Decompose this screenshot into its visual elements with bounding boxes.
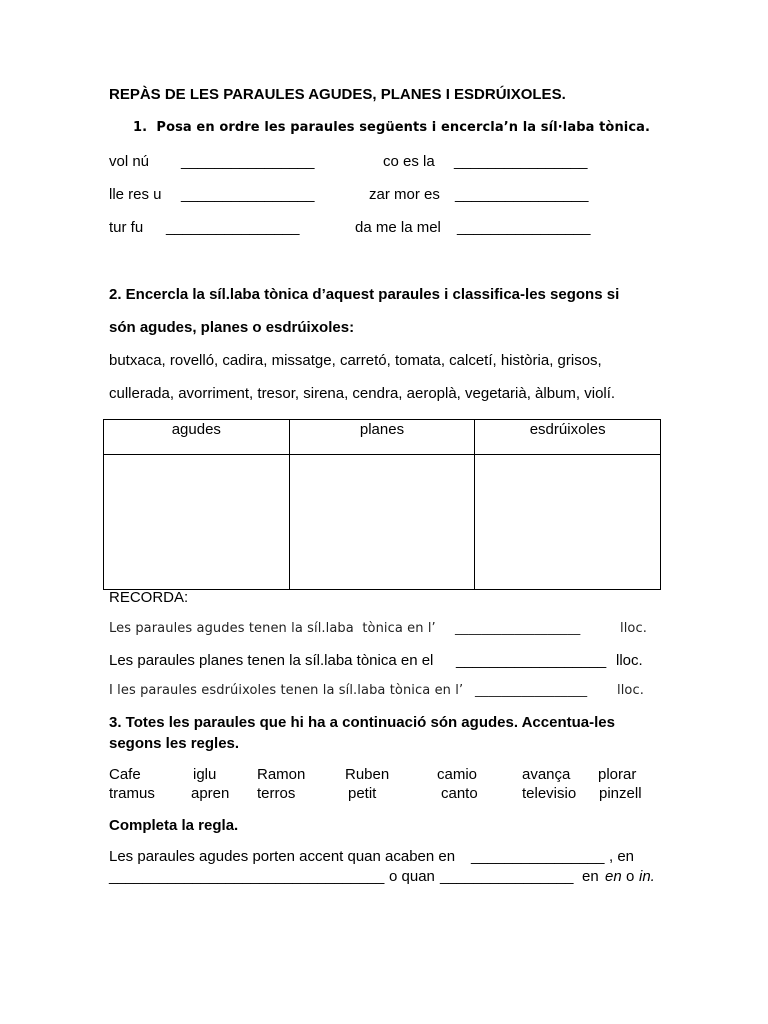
accent-rule-ending-en: en: [605, 868, 622, 885]
rule-agudes-end: lloc.: [620, 621, 647, 636]
accent-rule-en: en: [582, 868, 599, 885]
word-petit: petit: [348, 785, 377, 802]
answer-blank-1b: ________________: [454, 153, 588, 170]
word-pinzell: pinzell: [599, 785, 642, 802]
word-apren: apren: [191, 785, 230, 802]
word-cafe: Cafe: [109, 766, 141, 783]
exercise-1-heading: 1. Posa en ordre les paraules següents i encercla’n la síl·laba tònica.: [133, 120, 651, 135]
rule-planes-blank: __________________: [456, 652, 607, 669]
word-canto: canto: [441, 785, 478, 802]
recorda-label: RECORDA:: [109, 589, 189, 606]
answer-blank-2b: ________________: [455, 186, 589, 203]
syllables-3b: da me la mel: [355, 219, 441, 236]
accent-rule-o-quan: o quan: [389, 868, 435, 885]
complete-rule-heading: Completa la regla.: [109, 817, 239, 834]
syllables-1a: vol nú: [109, 153, 150, 170]
word-camio: camio: [437, 766, 478, 783]
rule-agudes-blank: ___________________: [455, 621, 581, 636]
answer-cell-agudes: [104, 455, 290, 590]
rule-planes-end: lloc.: [616, 652, 643, 669]
answer-cell-planes: [289, 455, 475, 590]
word-avanca: avança: [522, 766, 571, 783]
accent-rule-text: Les paraules agudes porten accent quan acaben en: [109, 848, 456, 865]
word-ramon: Ramon: [257, 766, 306, 783]
rule-esdruixoles-blank: _________________: [475, 683, 588, 698]
answer-blank-2a: ________________: [181, 186, 315, 203]
accent-rule-blank-2: _________________________________: [109, 868, 385, 885]
exercise-2-heading-line2: són agudes, planes o esdrúixoles:: [109, 319, 355, 336]
rule-esdruixoles-end: lloc.: [617, 683, 644, 698]
accent-rule-o: o: [626, 868, 635, 885]
word-ruben: Ruben: [345, 766, 390, 783]
word-tramus: tramus: [109, 785, 155, 802]
answer-blank-3b: ________________: [457, 219, 591, 236]
exercise-3-heading-line1: 3. Totes les paraules que hi ha a continuació són agudes. Accentua-les: [109, 714, 615, 731]
word-list-line2: cullerada, avorriment, tresor, sirena, cendra, aeroplà, vegetarià, àlbum, violí.: [109, 385, 616, 402]
answer-blank-1a: ________________: [181, 153, 315, 170]
exercise-3-heading-line2: segons les regles.: [109, 735, 240, 752]
answer-blank-3a: ________________: [166, 219, 300, 236]
rule-agudes-text: Les paraules agudes tenen la síl.laba tònica en l’: [109, 621, 436, 636]
word-plorar: plorar: [598, 766, 637, 783]
answer-cell-esdruixoles: [475, 455, 661, 590]
exercise-2-heading-line1: 2. Encercla la síl.laba tònica d’aquest paraules i classifica-les segons si: [109, 286, 620, 303]
rule-esdruixoles-text: I les paraules esdrúixoles tenen la síl.laba tònica en l’: [109, 683, 464, 698]
page-title: REPÀS DE LES PARAULES AGUDES, PLANES I ESDRÚIXOLES.: [109, 86, 566, 103]
accent-rule-ending-in: in.: [639, 868, 655, 885]
column-header-planes: planes: [289, 420, 475, 455]
classification-table: [103, 419, 661, 590]
syllables-2b: zar mor es: [369, 186, 440, 203]
word-list-line1: butxaca, rovelló, cadira, missatge, carretó, tomata, calcetí, història, grisos,: [109, 352, 602, 369]
accent-rule-blank-1: ________________: [471, 848, 605, 865]
rule-planes-text: Les paraules planes tenen la síl.laba tònica en el: [109, 652, 434, 669]
word-iglu: iglu: [193, 766, 217, 783]
syllables-3a: tur fu: [109, 219, 144, 236]
column-header-esdruixoles: esdrúixoles: [475, 420, 661, 455]
syllables-2a: lle res u: [109, 186, 162, 203]
accent-rule-blank-3: ________________: [440, 868, 574, 885]
accent-rule-comma-en: , en: [609, 848, 635, 865]
word-televisio: televisio: [522, 785, 577, 802]
syllables-1b: co es la: [383, 153, 435, 170]
word-terros: terros: [257, 785, 296, 802]
column-header-agudes: agudes: [104, 420, 290, 455]
